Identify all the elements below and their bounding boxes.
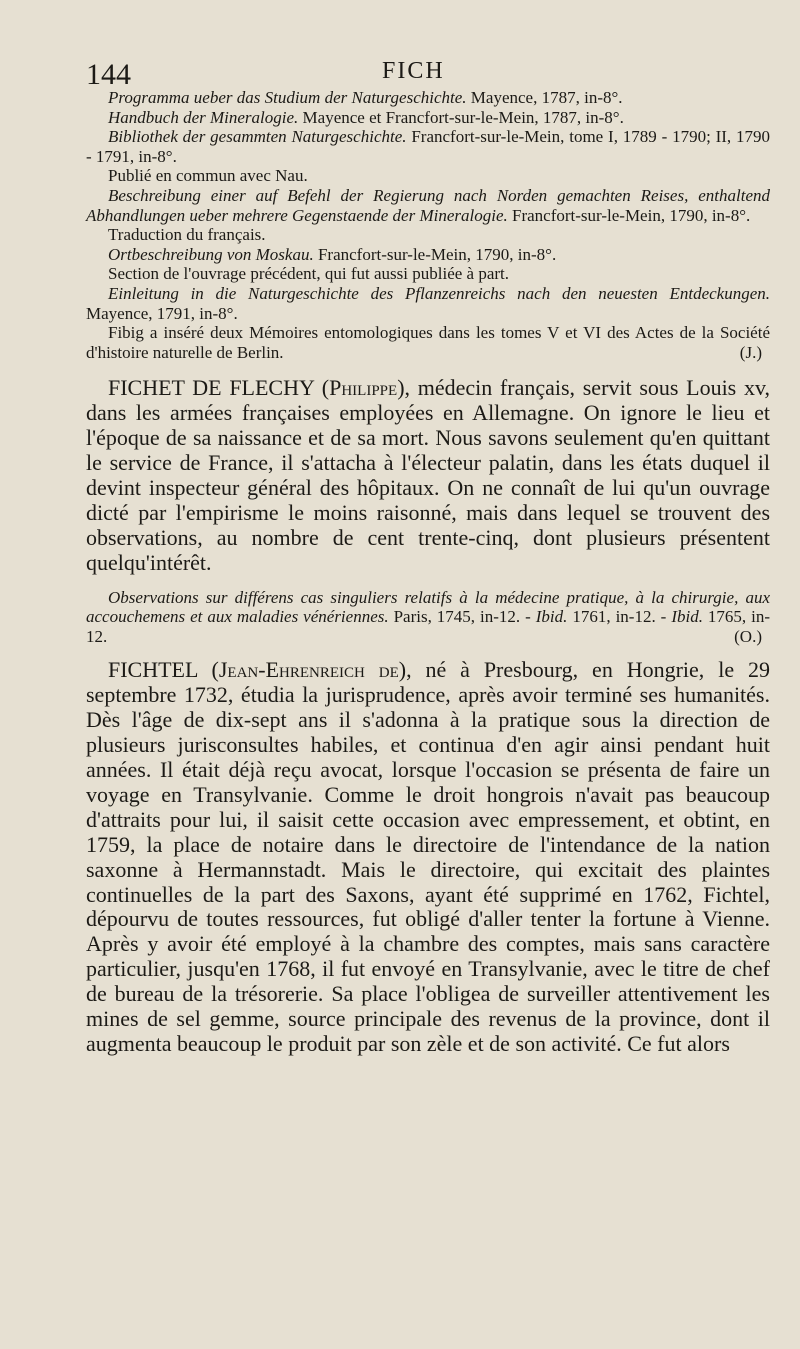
bibliography-entry: Ortbeschreibung von Moskau. Francfort-sur-le-Mein, 1790, in-8°.: [108, 244, 557, 264]
bibliography-note: Section de l'ouvrage précédent, qui fut aussi publiée à part.: [108, 264, 510, 284]
bibliography-note: Publié en commun avec Nau.: [108, 166, 308, 186]
article-headword: FICHTEL: [108, 657, 198, 683]
article-fichtel: FICHTEL (Jean-Ehrenreich de), né à Presbourg, en Hongrie, le 29 septembre 1732, étudia la jurisprudence, après avoir terminé ses humanités. Dès l'âge de dix-sept ans il s'adonna à la pratique sous la direction de plusieurs jurisconsultes habiles, et continua d'en agir ainsi pendant huit années. Il était déjà reçu avocat, lorsque l'occasion se présenta de faire un voyage en Transylvanie. Comme le droit hongrois n'avait pas beaucoup d'attraits pour lui, il saisit cette occasion avec empressement, et obtint, en 1759, la place de notaire dans le directoire de l'intendance de la nation saxonne à Hermannstadt. Mais le directoire, qui excitait des plaintes continuelles de la part des Saxons, ayant été supprimé en 1762, Fichtel, dépourvu de toutes ressources, fut obligé d'aller tenter la fortune à Vienne. Après y avoir été employé à la chambre des comptes, mais sans caractère particulier, jusqu'en 1768, il fut envoyé en Transylvanie, avec le titre de chef de bureau de la trésorerie. Sa place l'obligea de surveiller attentivement les mines de sel gemme, source principale des revenus de la province, dont il augmenta beaucoup le produit par son zèle et de son activité. Ce fut alors: [86, 657, 770, 1056]
bibliography-entry: Observations sur différens cas singuliers relatifs à la médecine pratique, à la chirurgie, aux accouchemens et aux maladies vénériennes. Paris, 1745, in-12. - Ibid. 1761, in-12. - Ibid. 1765, in-12. (O.): [86, 587, 771, 646]
author-signature: (O.): [734, 626, 762, 646]
page-number: 144: [86, 58, 131, 91]
bibliography-entry: Programma ueber das Studium der Naturgeschichte. Mayence, 1787, in-8°.: [108, 88, 623, 107]
bibliography-entry: Einleitung in die Naturgeschichte des Pflanzenreichs nach den neuesten Entdeckungen. Mayence, 1791, in-8°.: [86, 283, 770, 323]
page-header: [86, 52, 770, 91]
bibliography-note: Fibig a inséré deux Mémoires entomologiques dans les tomes V et VI des Actes de la Société d'histoire naturelle de Berlin. (J.): [86, 323, 770, 362]
article-fichet: FICHET DE FLECHY (Philippe), médecin français, servit sous Louis xv, dans les armées françaises employées en Allemagne. On ignore le lieu et l'époque de sa naissance et de sa mort. Nous savons seulement qu'en quittant le service de France, il s'attacha à l'électeur palatin, dans les états duquel il devint inspecteur général des hôpitaux. On ne connaît de lui qu'un ouvrage dicté par l'empirisme le moins raisonné, mais dans lequel se trouvent des observations, au nombre de cent trente-cinq, dont plusieurs présentent quelqu'intérêt.: [86, 375, 771, 575]
fichet-works: [86, 588, 770, 647]
article-headword: FICHET DE FLECHY: [108, 375, 315, 401]
article-text: né à Presbourg, en Hongrie, le 29 septembre 1732, étudia la jurisprudence, après avoir terminé ses humanités. Dès l'âge de dix-sept ans il s'adonna à la pratique sous la direction de plusieurs jurisconsultes habiles, et continua d'en agir ainsi pendant huit années. Il était déjà reçu avocat, lorsque l'occasion se présenta de faire un voyage en Transylvanie. Comme le droit hongrois n'avait pas beaucoup d'attraits pour lui, il saisit cette occasion avec empressement, et obtint, en 1759, la place de notaire dans le directoire de l'intendance de la nation saxonne à Hermannstadt. Mais le directoire, qui excitait des plaintes continuelles de la part des Saxons, ayant été supprimé en 1762, Fichtel, dépourvu de toutes ressources, fut obligé d'aller tenter la fortune à Vienne. Après y avoir été employé à la chambre des comptes, mais sans caractère particulier, jusqu'en 1768, il fut envoyé en Transylvanie, avec le titre de chef de bureau de la trésorerie. Sa place l'obligea de surveiller attentivement les mines de sel gemme, source principale des revenus de la province, dont il augmenta beaucoup le produit par son zèle et de son activité. Ce fut alors: [86, 657, 770, 1056]
article-text: médecin français, servit sous Louis xv, dans les armées françaises employées en Allemagne. On ignore le lieu et l'époque de sa naissance et de sa mort. Nous savons seulement qu'en quittant le service de France, il s'attacha à l'électeur palatin, dans les états duquel il devint inspecteur général des hôpitaux. On ne connaît de lui qu'un ouvrage dicté par l'empirisme le moins raisonné, mais dans lequel se trouvent des observations, au nombre de cent trente-cinq, dont plusieurs présentent quelqu'intérêt.: [86, 375, 771, 575]
bibliography-entry: Beschreibung einer auf Befehl der Regierung nach Norden gemachten Reises, enthaltend Abhandlungen ueber mehrere Gegenstaende der Mineralogie. Francfort-sur-le-Mein, 1790, in-8°.: [86, 185, 770, 225]
author-signature: (J.): [739, 342, 762, 362]
bibliography-list: [86, 88, 770, 362]
article-firstname: Philippe: [329, 375, 398, 401]
bibliography-entry: Handbuch der Mineralogie. Mayence et Francfort-sur-le-Mein, 1787, in-8°.: [108, 107, 624, 127]
running-head: FICH: [382, 58, 445, 84]
bibliography-entry: Bibliothek der gesammten Naturgeschichte. Francfort-sur-le-Mein, tome I, 1789 - 1790; II, 1790 - 1791, in-8°.: [86, 127, 770, 166]
bibliography-note: Traduction du français.: [108, 225, 266, 245]
article-firstname: Jean-Ehrenreich de: [218, 657, 399, 683]
